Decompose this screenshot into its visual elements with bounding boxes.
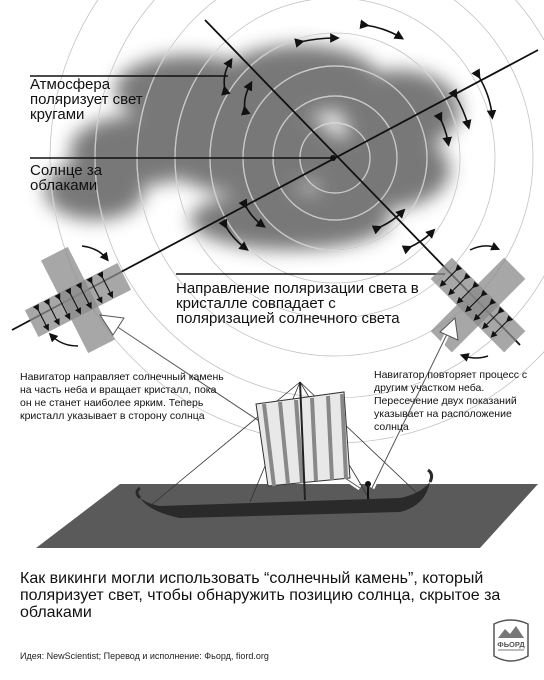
rotate-arrow-right-bottom: [464, 356, 488, 358]
logo-text: ФЬОРД: [497, 640, 525, 649]
sun-label: Солнце за облаками: [30, 162, 103, 194]
sea-surface: [36, 484, 538, 548]
fiord-logo: [488, 616, 534, 670]
navigator-left-label: Навигатор направляет солнечный камень на часть неба и вращает кристалл, пока он не станет наиболее ярким. Теперь кристалл указывает в сторону солнца: [20, 371, 224, 422]
crystal-label: Направление поляризации света в кристалле совпадает с поляризацией солнечного света: [176, 280, 419, 327]
rotate-arrow-right-top: [470, 246, 496, 250]
navigator-right-label: Навигатор повторяет процесс с другим участком неба. Пересечение двух показаний указывает на расположение солнца: [374, 369, 528, 433]
mountain-icon: [498, 626, 524, 638]
caption: Как викинги могли использовать “солнечный камень”, который поляризует свет, чтобы обнаружить позицию солнца, скрытое за облаками: [20, 570, 501, 621]
rotate-arrow-left-bottom: [52, 336, 78, 346]
crystal-filter-left: [8, 230, 148, 370]
credits: Идея: NewScientist; Перевод и исполнение: Фьорд, fiord.org: [20, 651, 269, 661]
atmosphere-label: Атмосфера поляризует свет кругами: [30, 76, 143, 123]
rotate-arrow-left-top: [82, 246, 106, 258]
